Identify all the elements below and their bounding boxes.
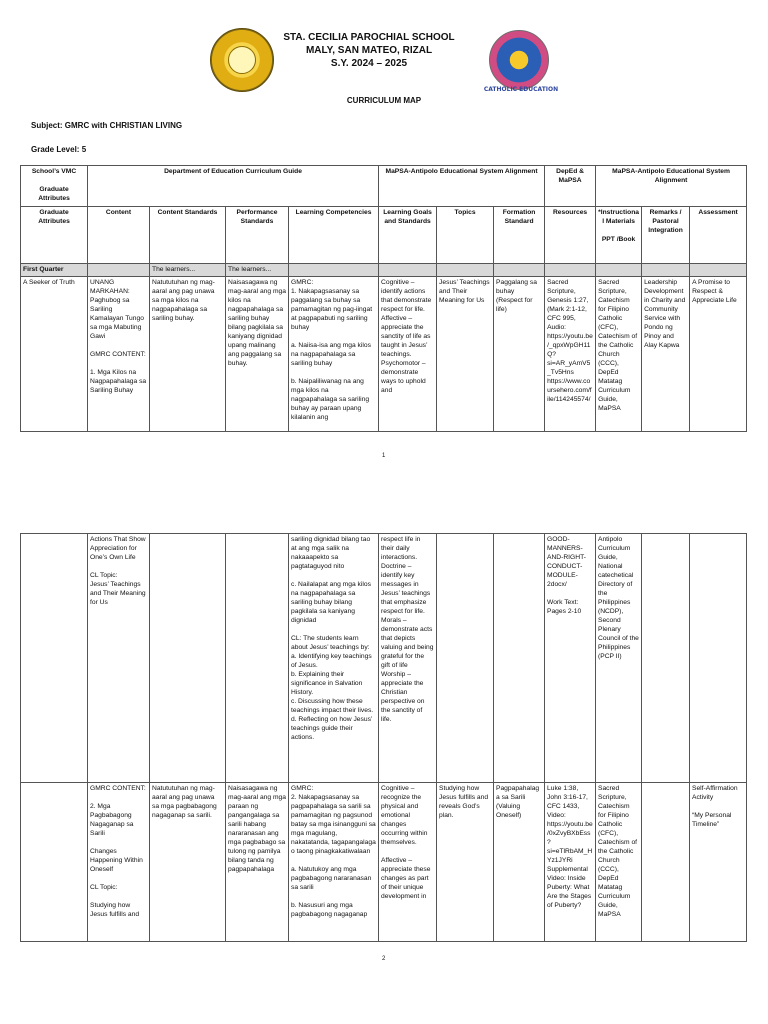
sub-header-assessment: Assessment [690,207,747,264]
table-row [21,783,747,942]
mapsa-alignment-header-1: MaPSA-Antipolo Educational System Alignment [379,166,545,207]
learning-goals-cell-continued: respect life in their daily interactions. Doctrine – identify key messages in Jesus’ teachings that emphasize respect for life. Morals – demonstrate acts that depicts valuing and being grateful for the gift of life Worship – appreciate the Christian perspective on the sanctity of life. [379,534,437,783]
curriculum-map-title: CURRICULUM MAP [346,96,422,105]
learning-competencies-cell-continued: sariling dignidad bilang tao at ang mga salik na nakaaapekto sa pagtataguyod nito c. Nailalapat ang mga kilos na nagpapahalaga sa sariling buhay bilang pagkilala sa kaniyang dignidad CL: The students learn about Jesus’ teachings by: a. Identifying key teachings of Jesus. b. Explaining their significance in Salvation History. c. Discussing how these teachings impact their lives. d. Reflecting on how Jesus’ teachings guide their actions. [289,534,379,783]
first-quarter-label: First Quarter [21,264,88,277]
sub-header-remarks: Remarks / Pastoral Integration [642,207,690,264]
school-address: MALY, SAN MATEO, RIZAL [305,45,433,56]
sub-header-content-standards: Content Standards [150,207,226,264]
learning-competencies-cell: GMRC: 1. Nakapagsasanay sa paggalang sa buhay sa pamamagitan ng pag-iingat at pagpapabuti ng sariling buhay a. Naiisa-isa ang mga kilos na nagpapahalaga sa sariling buhay b. Naipaliliwanag na ang mga kilos na nagpapahalaga sa sariling buhay ay paraan upang kilalanin ang [289,277,379,432]
sub-header-row [21,207,747,264]
school-year: S.Y. 2024 – 2025 [330,58,408,69]
sub-header-materials: *Instructional Materials PPT /Book [596,207,642,264]
resources-cell-continued: GOOD-MANNERS-AND-RIGHT-CONDUCT-MODULE-2docx/ Work Text: Pages 2-10 [545,534,596,783]
resources-cell: Sacred Scripture, Genesis 1:27, (Mark 2:1-12, CFC 995, Audio: https://youtu.be/_qpxWpGH11Q?si=AR_yAmV5_Tv5Hns https://www.coursehero.com/file/114245574/ [545,277,596,432]
materials-cell-continued: Antipolo Curriculum Guide, National catechetical Directory of the Philippines (NCDP), Second Plenary Council of the Philippines (PCP II) [596,534,642,783]
performance-standard-cell: Naisasagawa ng mag-aaral ang mga paraan ng pangangalaga sa sarili habang nararanasan ang mga pagbabago sa tulong ng pamilya bilang tanda ng pagpapahalaga [226,783,289,942]
catholic-education-logo [489,30,549,90]
sub-header-resources: Resources [545,207,596,264]
sub-header-goals: Learning Goals and Standards [379,207,437,264]
graduate-attribute-cell: A Seeker of Truth [21,277,88,432]
curriculum-table-page-2 [20,533,747,942]
quarter-learners-1: The learners... [150,264,226,277]
content-cell: UNANG MARKAHAN: Paghubog sa Sariling Kamalayan Tungo sa mga Mabuting Gawi GMRC CONTENT: 1. Mga Kilos na Nagpapahalaga sa Sariling Buhay [88,277,150,432]
sub-header-formation: Formation Standard [494,207,545,264]
page-number: 2 [382,956,386,962]
catholic-education-caption: CATHOLIC EDUCATION [483,86,559,93]
learning-goals-cell: Cognitive – identify actions that demonstrate respect for life. Affective – appreciate the sanctity of life as taught in Jesus’ teachings. Psychomotor – demonstrate ways to uphold and [379,277,437,432]
quarter-row [21,264,747,277]
subject-label: Subject: GMRC with CHRISTIAN LIVING [31,121,183,130]
grade-level-label: Grade Level: 5 [31,145,87,154]
materials-cell: Sacred Scripture, Catechism for Filipino Catholic (CFC), Catechism of the Catholic Church (CCC), DepEd Matatag Curriculum Guide, MaPSA [596,277,642,432]
assessment-cell: Self-Affirmation Activity “My Personal Timeline” [690,783,747,942]
content-cell-continued: Actions That Show Appreciation for One’s Own Life CL Topic: Jesus’ Teachings and Their Meaning for Us [88,534,150,783]
table-row [21,277,747,432]
topics-cell: Jesus’ Teachings and Their Meaning for Us [437,277,494,432]
school-seal-logo [210,28,274,92]
materials-cell: Sacred Scripture, Catechism for Filipino Catholic (CFC), Catechism of the Catholic Church (CCC), DepEd Matatag Curriculum Guide, MaPSA [596,783,642,942]
top-header-row [21,166,747,207]
sub-header-topics: Topics [437,207,494,264]
deped-mapsa-header: DepEd & MaPSA [545,166,596,207]
performance-standard-cell: Naisasagawa ng mag-aaral ang mga kilos na nagpapahalaga sa sariling buhay bilang pagkilala sa kaniyang dignidad upang malinang ang paggalang sa buhay. [226,277,289,432]
learning-competencies-cell: GMRC: 2. Nakapagsasanay sa pagpapahalaga sa sarili sa pamamagitan ng pagsunod batay sa mga isinangguni sa mga magulang, nakatatanda, tagapangalaga o taong pinagkakatiwalaan a. Natutukoy ang mga pagbabagong nararanasan sa sarili b. Nasusuri ang mga pagbabagong nagaganap [289,783,379,942]
learning-goals-cell: Cognitive – recognize the physical and emotional changes occurring within themselves. Affective – appreciate these changes as part of their unique development in [379,783,437,942]
school-title-block [283,31,455,70]
table-row [21,534,747,783]
assessment-cell: A Promise to Respect & Appreciate Life [690,277,747,432]
quarter-learners-2: The learners... [226,264,289,277]
formation-standard-cell: Paggalang sa buhay (Respect for life) [494,277,545,432]
content-standard-cell: Natututuhan ng mag-aaral ang pag unawa sa mga pagbabagong nagaganap sa sarili. [150,783,226,942]
page-number: 1 [382,453,386,459]
sub-header-competencies: Learning Competencies [289,207,379,264]
content-standard-cell: Natututuhan ng mag-aaral ang pag unawa sa mga kilos na nagpapahalaga sa sariling buhay. [150,277,226,432]
curriculum-table-page-1 [20,165,747,432]
school-name: STA. CECILIA PAROCHIAL SCHOOL [283,32,455,43]
formation-standard-cell: Pagpapahalaga sa Sarili (Valuing Oneself) [494,783,545,942]
sub-header-content: Content [88,207,150,264]
sub-header-performance: Performance Standards [226,207,289,264]
remarks-cell: Leadership Development in Charity and Community Service with Pondo ng Pinoy and Alay Kapwa [642,277,690,432]
mapsa-alignment-header-2: MaPSA-Antipolo Educational System Alignment [596,166,747,207]
deped-guide-header: Department of Education Curriculum Guide [88,166,379,207]
vmc-header: School’s VMC Graduate Attributes [21,166,88,207]
resources-cell: Luke 1:38, John 3:16-17, CFC 1433, Video: https://youtu.be/0xZvyBXbEss?si=eTlRbAM_HYz1JYRi Supplemental Video: Inside Puberty: What Are the Stages of Puberty? [545,783,596,942]
topics-cell: Studying how Jesus fulfills and reveals God’s plan. [437,783,494,942]
content-cell: GMRC CONTENT: 2. Mga Pagbabagong Nagaganap sa Sarili Changes Happening Within Oneself CL Topic: Studying how Jesus fulfills and [88,783,150,942]
quarter-content-cell [88,264,150,277]
document-header [0,0,768,115]
sub-header-graduate: Graduate Attributes [21,207,88,264]
